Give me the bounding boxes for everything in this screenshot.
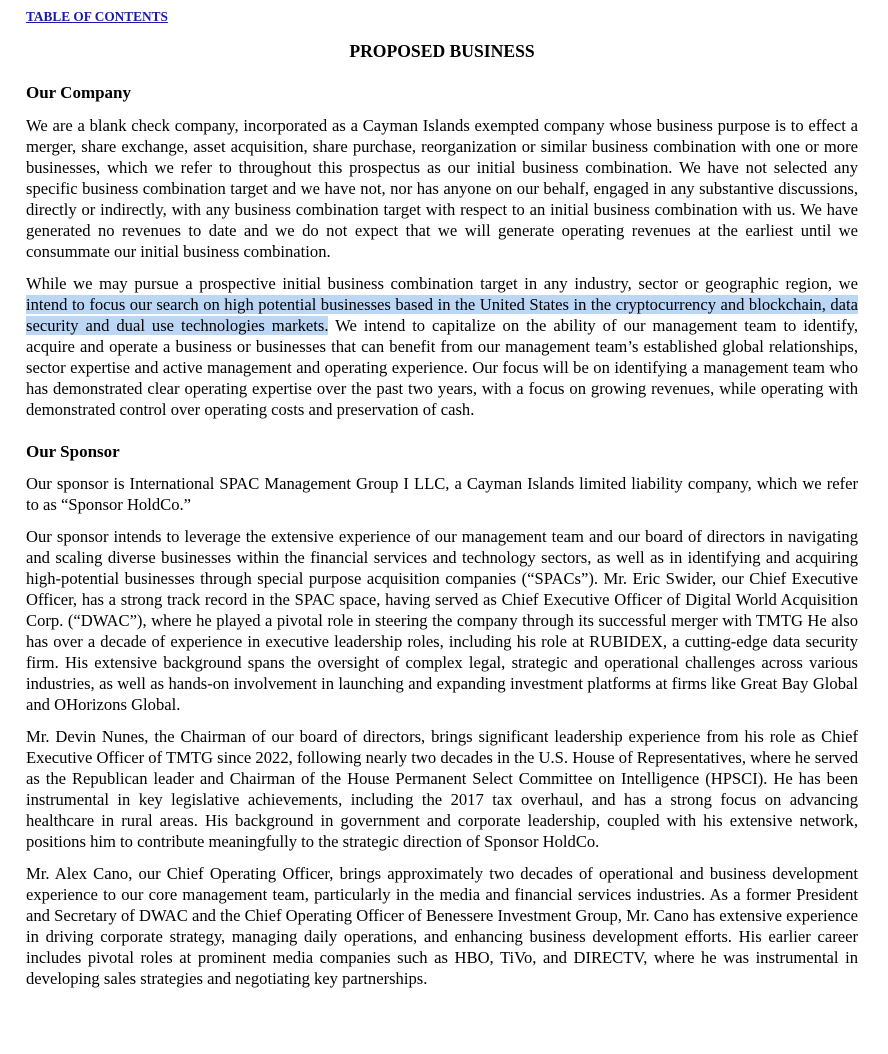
page-title: PROPOSED BUSINESS [349, 41, 535, 61]
company-paragraph-2 [26, 273, 858, 420]
sponsor-paragraph-2: Our sponsor intends to leverage the extensive experience of our management team and our board of directors in navigating and scaling diverse businesses within the financial services and technology sectors, as well as in identifying and acquiring high-potential businesses through special purpose acquisition companies (“SPACs”). Mr. Eric Swider, our Chief Executive Officer, has a strong track record in the SPAC space, having served as Chief Executive Officer of Digital World Acquisition Corp. (“DWAC”), where he played a pivotal role in steering the company through its successful merger with TMTG He also has over a decade of experience in executive leadership roles, including his role at RUBIDEX, a cutting-edge data security firm. His extensive background spans the oversight of complex legal, strategic and operational challenges across various industries, as well as hands-on involvement in launching and expanding investment platforms at firms like Great Bay Global and OHorizons Global. [26, 527, 858, 714]
table-of-contents-link[interactable]: TABLE OF CONTENTS [26, 9, 168, 24]
selected-text-highlight[interactable]: intend to focus our search on high potential businesses based in the United States in the cryptocurrency and blockchain, data security and dual use technologies markets. [26, 295, 858, 335]
our-company-heading: Our Company [26, 83, 132, 102]
sponsor-paragraph-1: Our sponsor is International SPAC Management Group I LLC, a Cayman Islands limited liability company, which we refer to as “Sponsor HoldCo.” [26, 474, 858, 514]
company-paragraph-2-end: We intend to capitalize on the ability of our management team to identify, acquire and operate a business or businesses that can benefit from our management team’s established global relationships, sector expertise and active management and operating experience. Our focus will be on identifying a management team who has demonstrated clear operating expertise over the past two years, with a focus on growing revenues, while operating with demonstrated control over operating costs and preservation of cash. [26, 316, 858, 419]
sponsor-paragraph-4: Mr. Alex Cano, our Chief Operating Officer, brings approximately two decades of operational and business development experience to our core management team, particularly in the media and financial services industries. As a former President and Secretary of DWAC and the Chief Operating Officer of Benessere Investment Group, Mr. Cano has extensive experience in driving corporate strategy, managing daily operations, and enhancing business development efforts. His earlier career includes pivotal roles at prominent media companies such as HBO, TiVo, and DIRECTV, where he was instrumental in developing sales strategies and negotiating key partnerships. [26, 864, 858, 988]
our-sponsor-heading: Our Sponsor [26, 442, 120, 461]
company-paragraph-2-start: While we may pursue a prospective initial business combination target in any industry, sector or geographic region, we [26, 274, 858, 293]
sponsor-paragraph-3: Mr. Devin Nunes, the Chairman of our board of directors, brings significant leadership experience from his role as Chief Executive Officer of TMTG since 2022, following nearly two decades in the U.S. House of Representatives, where he served as the Republican leader and Chairman of the House Permanent Select Committee on Intelligence (HPSCI). He has been instrumental in key legislative achievements, including the 2017 tax overhaul, and has a strong focus on advancing healthcare in rural areas. His background in government and corporate leadership, coupled with his extensive network, positions him to contribute meaningfully to the strategic direction of Sponsor HoldCo. [26, 727, 858, 851]
company-paragraph-1: We are a blank check company, incorporated as a Cayman Islands exempted company whose business purpose is to effect a merger, share exchange, asset acquisition, share purchase, reorganization or similar business combination with one or more businesses, which we refer to throughout this prospectus as our initial business combination. We have not selected any specific business combination target and we have not, nor has anyone on our behalf, engaged in any substantive discussions, directly or indirectly, with any business combination target with respect to an initial business combination with us. We have generated no revenues to date and we do not expect that we will generate operating revenues at the earliest until we consummate our initial business combination. [26, 116, 858, 261]
